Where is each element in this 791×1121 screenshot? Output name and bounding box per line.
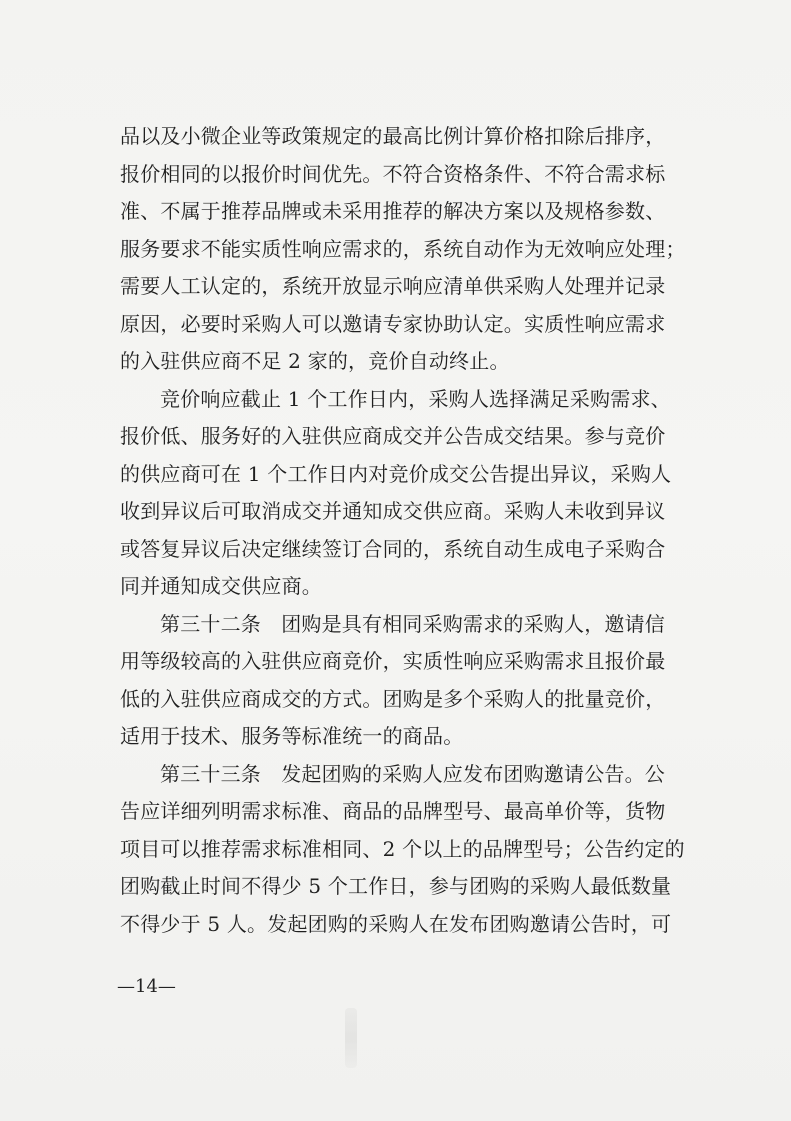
paragraph-line: 同并通知成交供应商。: [120, 574, 322, 598]
paragraph-line: 第三十三条 发起团购的采购人应发布团购邀请公告。公: [160, 761, 665, 786]
page-number: —14—: [117, 976, 176, 997]
paragraph-line: 不得少于 5 人。发起团购的采购人在发布团购邀请公告时，可: [120, 911, 672, 936]
scan-mark: [345, 1008, 357, 1068]
paragraph-line: 或答复异议后决定继续签订合同的，系统自动生成电子采购合: [120, 536, 666, 561]
paragraph-line: 第三十二条 团购是具有相同采购需求的采购人，邀请信: [160, 611, 665, 636]
paragraph-line: 适用于技术、服务等标准统一的商品。: [120, 724, 464, 748]
paragraph-line: 竞价响应截止 1 个工作日内，采购人选择满足采购需求、: [160, 386, 671, 411]
paragraph-line: 收到异议后可取消成交并通知成交供应商。采购人未收到异议: [120, 499, 666, 523]
paragraph-line: 品以及小微企业等政策规定的最高比例计算价格扣除后排序，: [120, 124, 666, 148]
paragraph-line: 报价相同的以报价时间优先。不符合资格条件、不符合需求标: [120, 161, 666, 186]
paragraph-line: 的入驻供应商不足 2 家的，竞价自动终止。: [120, 349, 510, 373]
paragraph-line: 报价低、服务好的入驻供应商成交并公告成交结果。参与竞价: [120, 424, 666, 448]
paragraph-line: 告应详细列明需求标准、商品的品牌型号、最高单价等，货物: [120, 799, 666, 823]
paragraph-line: 需要人工认定的，系统开放显示响应清单供采购人处理并记录: [120, 274, 666, 298]
paragraph-line: 用等级较高的入驻供应商竞价，实质性响应采购需求且报价最: [120, 649, 666, 673]
body-text: [120, 118, 686, 943]
paragraph-line: 服务要求不能实质性响应需求的，系统自动作为无效响应处理；: [120, 236, 686, 261]
paragraph-line: 原因，必要时采购人可以邀请专家协助认定。实质性响应需求: [120, 311, 666, 336]
paragraph-line: 低的入驻供应商成交的方式。团购是多个采购人的批量竞价，: [120, 686, 666, 711]
paragraph-line: 的供应商可在 1 个工作日内对竞价成交公告提出异议，采购人: [120, 461, 672, 486]
paragraph-line: 准、不属于推荐品牌或未采用推荐的解决方案以及规格参数、: [120, 199, 666, 223]
paragraph-line: 团购截止时间不得少 5 个工作日，参与团购的采购人最低数量: [120, 874, 672, 898]
paragraph-line: 项目可以推荐需求标准相同、2 个以上的品牌型号；公告约定的: [120, 836, 685, 861]
